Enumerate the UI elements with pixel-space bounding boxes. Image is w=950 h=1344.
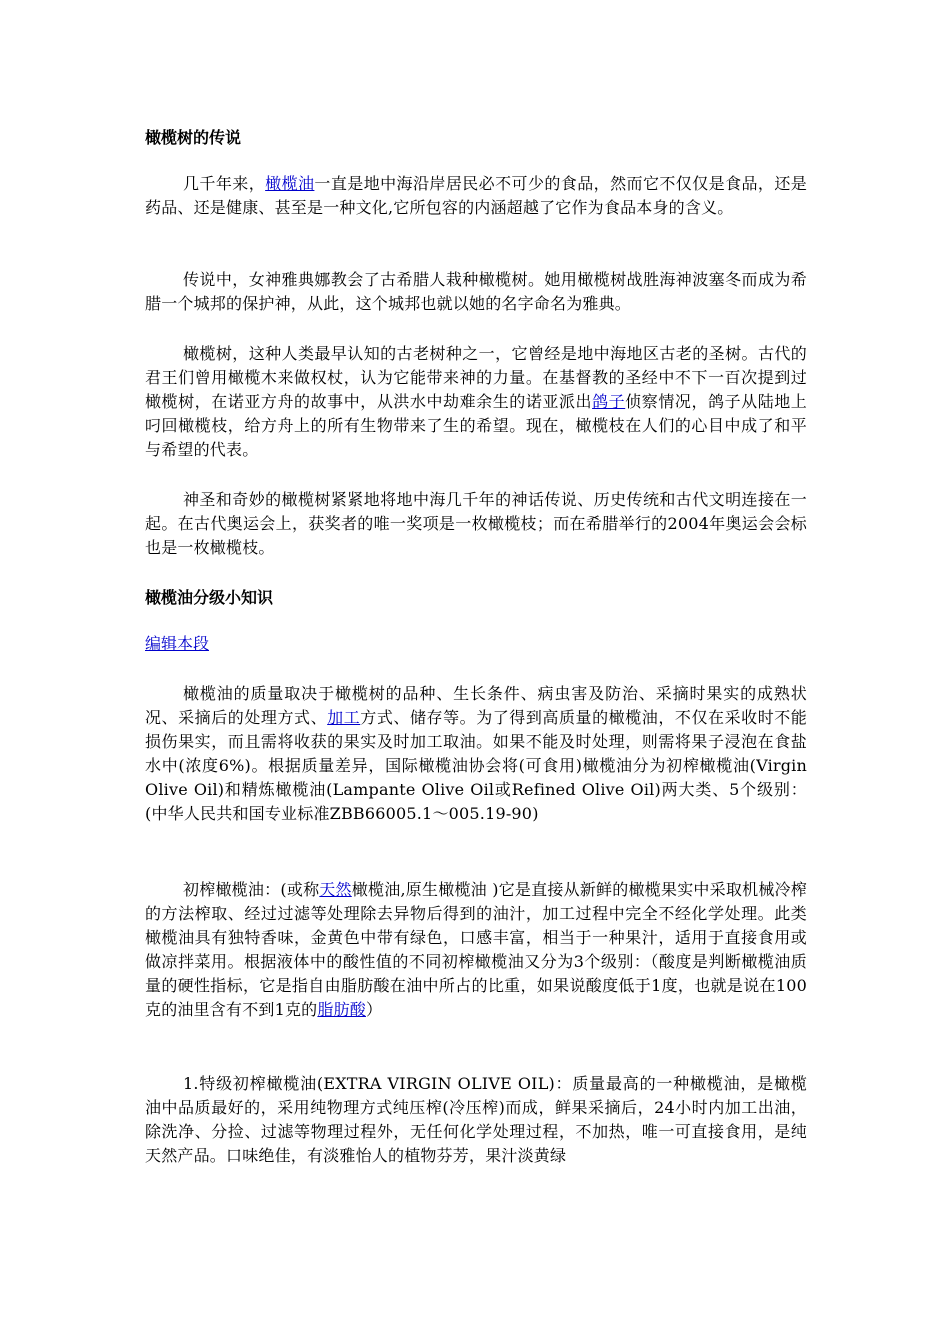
text: 方式、储存等。为了得到高质量的橄榄油，不仅在采收时不能损伤果实，而且需将收获的果实及时加工取油。如果不能及时处理，则需将果子浸泡在食盐水中(浓度6%)。根据质量差异，国际橄榄油协会将(可食用)橄榄油分为初榨橄榄油(Virgin Olive Oil)和精炼橄榄油(Lampante Olive Oil或Refined Olive Oil)两大类、5个级别：(中华人民共和国专业标准ZBB66005.1～005.19-90) [145, 708, 808, 823]
dove-link[interactable]: 鸽子 [592, 392, 626, 411]
fatty-acid-link[interactable]: 脂肪酸 [317, 1000, 366, 1019]
paragraph-intro [145, 172, 807, 220]
section-title-olive-tree-legend: 橄榄树的传说 [145, 128, 242, 147]
text: ） [366, 1000, 383, 1019]
paragraph-olympics: 神圣和奇妙的橄榄树紧紧地将地中海几千年的神话传说、历史传统和古代文明连接在一起。在古代奥运会上，获奖者的唯一奖项是一枚橄榄枝；而在希腊举行的2004年奥运会会标也是一枚橄榄枝。 [145, 490, 807, 557]
text: 几千年来， [183, 174, 266, 193]
text: 橄榄油,原生橄榄油 )它是直接从新鲜的橄榄果实中采取机械冷榨的方法榨取、经过过滤等处理除去异物后得到的油汁，加工过程中完全不经化学处理。此类橄榄油具有独特香味，金黄色中带有绿色，口感丰富，相当于一种果汁，适用于直接食用或做凉拌菜用。根据液体中的酸性值的不同初榨橄榄油又分为3个级别：（酸度是判断橄榄油质量的硬性指标，它是指自由脂肪酸在油中所占的比重，如果说酸度低于1度，也就是说在100克的油里含有不到1克的 [145, 880, 807, 1019]
natural-link[interactable]: 天然 [319, 880, 352, 899]
text: 初榨橄榄油：(或称 [183, 880, 320, 899]
text: 橄榄树，这种人类最早认知的古老树种之一，它曾经是地中海地区古老的圣树。古代的君王们曾用橄榄木来做权杖，认为它能带来神的力量。在基督教的圣经中不下一百次提到过橄榄树，在诺亚方舟的故事中，从洪水中劫难余生的诺亚派出 [145, 344, 807, 411]
paragraph-sacred-tree [145, 342, 807, 462]
olive-oil-link[interactable]: 橄榄油 [265, 174, 315, 193]
paragraph-extra-virgin: 1.特级初榨橄榄油(EXTRA VIRGIN OLIVE OIL)：质量最高的一种橄榄油，是橄榄油中品质最好的，采用纯物理方式纯压榨(冷压榨)而成，鲜果采摘后，24小时内加工出油，除洗净、分捡、过滤等物理过程外，无任何化学处理过程，不加热，唯一可直接食用，是纯天然产品。口味绝佳，有淡雅怡人的植物芬芳，果汁淡黄绿 [145, 1074, 807, 1165]
paragraph-quality-factors [145, 682, 807, 826]
processing-link[interactable]: 加工 [327, 708, 361, 727]
text: 侦察情况，鸽子从陆地上叼回橄榄枝，给方舟上的所有生物带来了生的希望。现在，橄榄枝在人们的心目中成了和平与希望的代表。 [145, 392, 808, 459]
paragraph-virgin-olive-oil [145, 878, 807, 1022]
text: 橄榄油的质量取决于橄榄树的品种、生长条件、病虫害及防治、采摘时果实的成熟状况、采摘后的处理方式、 [145, 684, 807, 727]
paragraph-athena-legend: 传说中，女神雅典娜教会了古希腊人栽种橄榄树。她用橄榄树战胜海神波塞冬而成为希腊一个城邦的保护神，从此，这个城邦也就以她的名字命名为雅典。 [145, 270, 807, 313]
edit-section-link[interactable]: 编辑本段 [145, 634, 210, 653]
text: 一直是地中海沿岸居民必不可少的食品，然而它不仅仅是食品，还是药品、还是健康、甚至是一种文化,它所包容的内涵超越了它作为食品本身的含义。 [145, 174, 807, 217]
section-title-olive-oil-grading: 橄榄油分级小知识 [145, 588, 274, 607]
